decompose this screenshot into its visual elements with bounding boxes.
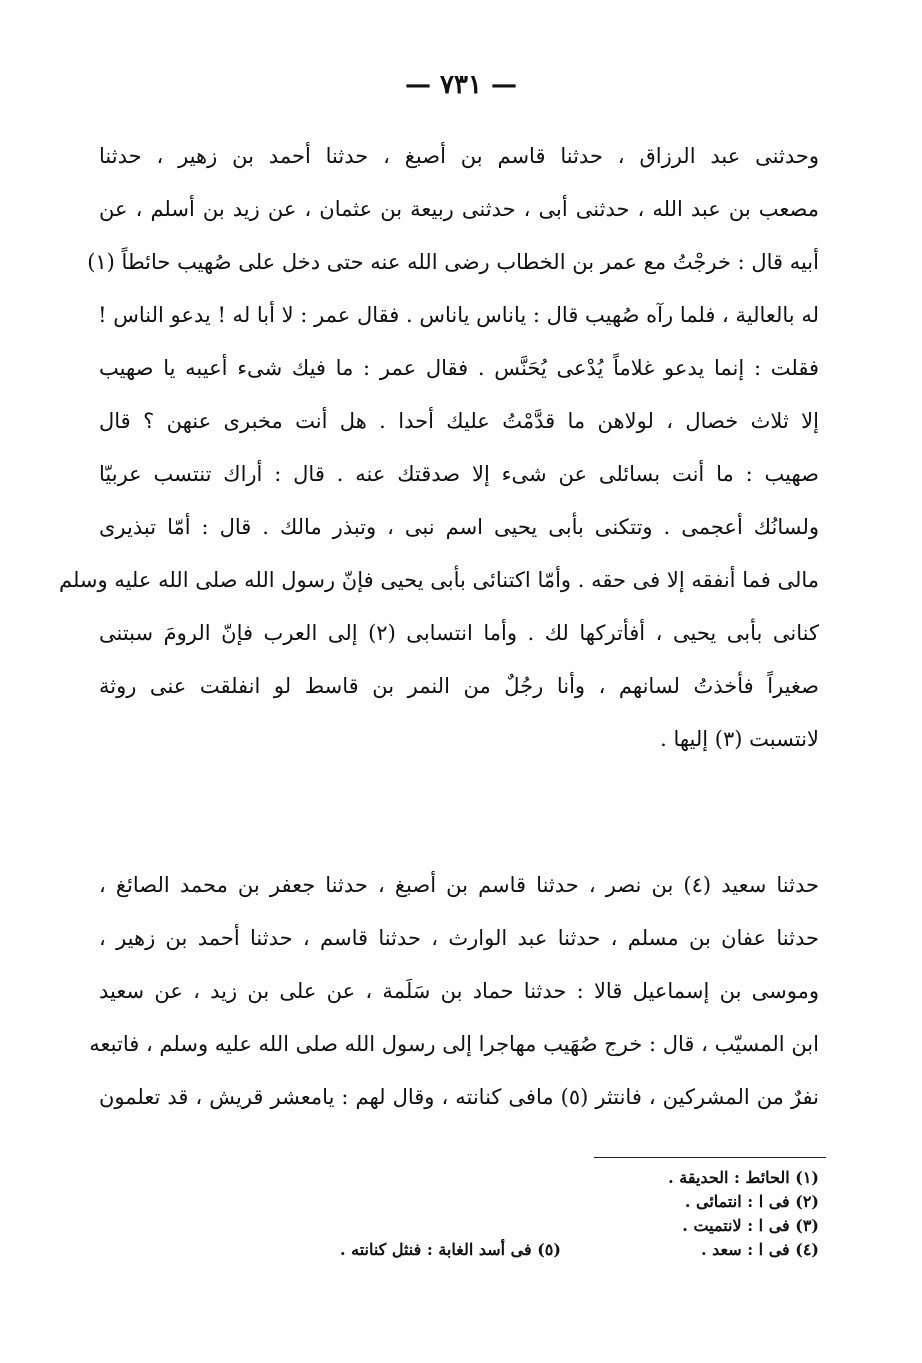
- text-line: نفرٌ من المشركين ، فانتثر (٥) مافى كنانته ، وقال لهم : يامعشر قريش ، قد تعلمون: [99, 1085, 819, 1109]
- text-line: لانتسبت (٣) إليها .: [660, 727, 819, 751]
- text-line: مصعب بن عبد الله ، حدثنى أبى ، حدثنى ربيعة بن عثمان ، عن زيد بن أسلم ، عن: [99, 197, 819, 221]
- text-line: حدثنا عفان بن مسلم ، حدثنا عبد الوارث ، حدثنا قاسم ، حدثنا أحمد بن زهير ،: [99, 926, 819, 950]
- text-line: مالى فما أنفقه إلا فى حقه . وأمّا اكتنائى بأبى يحيى فإنّ رسول الله صلى الله عليه وسلم: [58, 568, 819, 592]
- footnote-3: (٣) فى ا : لانتميت .: [682, 1216, 819, 1235]
- text-line: ابن المسيّب ، قال : خرج صُهَيب مهاجرا إلى رسول الله صلى الله عليه وسلم ، فاتبعه: [89, 1032, 819, 1056]
- footnotes: [99, 1166, 819, 1262]
- text-line: إلا ثلاث خصال ، لولاهن ما قدَّمْتُ عليك أحدا . هل أنت مخبرى عنهن ؟ قال: [99, 409, 819, 433]
- footnote-divider: [594, 1157, 826, 1158]
- text-line: وحدثنى عبد الرزاق ، حدثنا قاسم بن أصبغ ، حدثنا أحمد بن زهير ، حدثنا: [99, 144, 819, 168]
- paragraph-1: [58, 130, 819, 766]
- footnote-row: [99, 1238, 819, 1262]
- text-line: وموسى بن إسماعيل قالا : حدثنا حماد بن سَلَمة ، عن على بن زيد ، عن سعيد: [99, 979, 819, 1003]
- text-line: كنانى بأبى يحيى ، أفأتركها لك . وأما انتسابى (٢) إلى العرب فإنّ الرومَ سبتنى: [99, 621, 819, 645]
- text-line: صغيراً فأخذتُ لسانهم ، وأنا رجُلٌ من النمر بن قاسط لو انفلقت عنى روثة: [99, 674, 819, 698]
- footnote-2: (٢) فى ا : انتمائى .: [684, 1192, 819, 1211]
- text-line: فقلت : إنما يدعو غلاماً يُدْعى يُحَنَّس . فقال عمر : ما فيك شىء أعيبه يا صهيب: [99, 356, 819, 380]
- footnote-5: (٥) فى أسد الغابة : فنثل كنانته .: [339, 1240, 561, 1259]
- paragraph-2: [89, 859, 819, 1124]
- page-number: — ٧٣١ —: [404, 70, 518, 100]
- text-line: حدثنا سعيد (٤) بن نصر ، حدثنا قاسم بن أصبغ ، حدثنا جعفر بن محمد الصائغ ،: [99, 873, 819, 897]
- footnote-1: (١) الحائط : الحديقة .: [668, 1168, 819, 1187]
- text-line: أبيه قال : خرجْتُ مع عمر بن الخطاب رضى الله عنه حتى دخل على صُهيب حائطاً (١): [87, 250, 819, 274]
- text-line: صهيب : ما أنت بسائلى عن شىء إلا صدقتك عنه . قال : أراك تنتسب عربيّا: [99, 462, 819, 486]
- text-line: ولسانُك أعجمى . وتتكنى بأبى يحيى اسم نبى ، وتبذر مالك . قال : أمّا تبذيرى: [99, 515, 819, 539]
- text-line: له بالعالية ، فلما رآه صُهيب قال : ياناس ياناس . فقال عمر : لا أبا له ! يدعو الناس !: [98, 303, 819, 327]
- footnote-4: (٤) فى ا : سعد .: [700, 1240, 819, 1259]
